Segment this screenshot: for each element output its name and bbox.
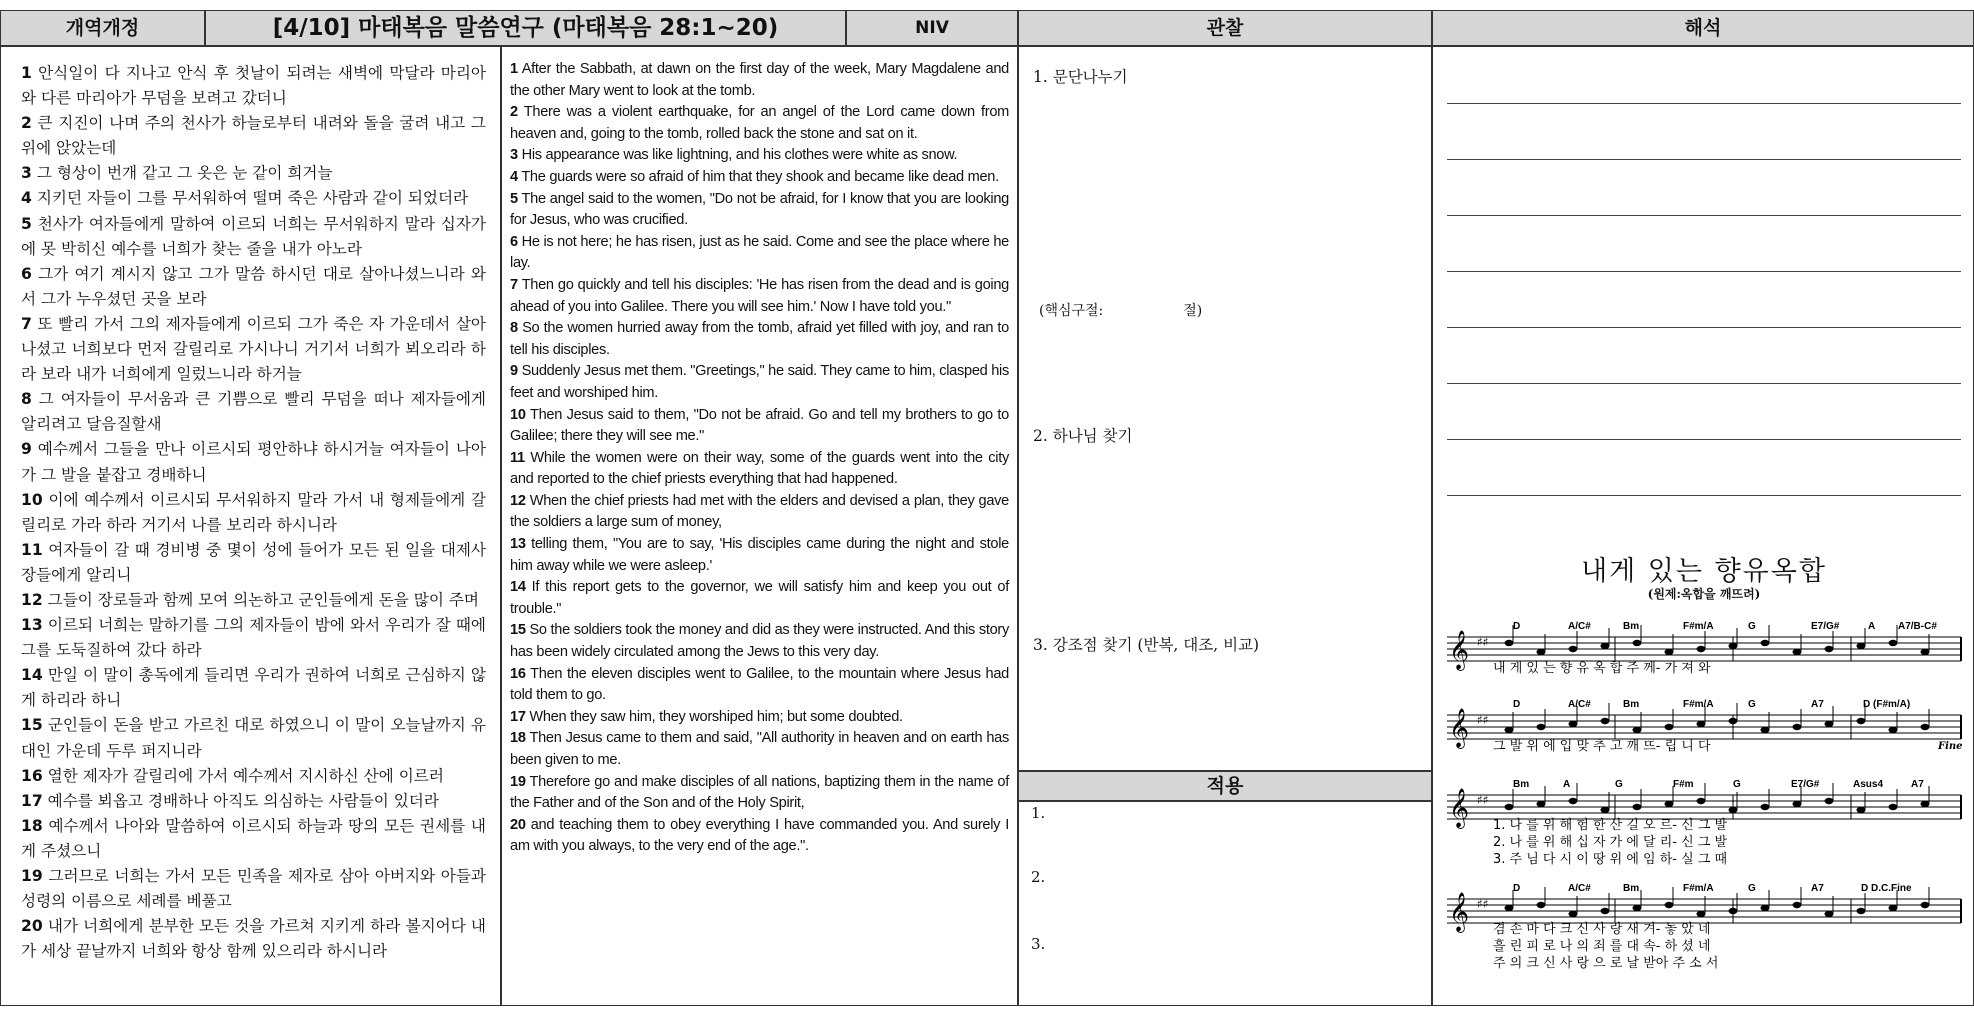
chord-symbol: F#m/A	[1683, 699, 1714, 710]
verse-number: 16	[510, 665, 526, 682]
verse-text: 예수를 뵈옵고 경배하나 아직도 의심하는 사람들이 있더라	[42, 791, 439, 810]
verse-text: 그 여자들이 무서움과 큰 기쁨으로 빨리 무덤을 떠나 제자들에게 알리려고 달음질할새	[21, 390, 486, 434]
key-signature-icon: ♯♯	[1477, 713, 1489, 727]
verse-number: 13	[21, 616, 43, 635]
verse-text: Therefore go and make disciples of all nations, baptizing them in the name of the Father and of the Son and of the Holy Spirit,	[510, 773, 1009, 812]
verse-number: 18	[21, 816, 43, 835]
note-head	[1633, 905, 1642, 911]
note-head	[1761, 804, 1770, 810]
verse-text: Suddenly Jesus met them. "Greetings," he said. They came to him, clasped his feet and worshiped him.	[510, 363, 1009, 401]
note-head	[1505, 804, 1514, 810]
verse-number: 9	[21, 440, 32, 459]
note-head	[1793, 724, 1802, 730]
verse-text: 이에 예수께서 이르시되 무서워하지 말라 가서 내 형제들에게 갈릴리로 가라 하라 거기서 나를 보리라 하시니라	[21, 490, 486, 534]
application-item-2: 2.	[1031, 868, 1046, 886]
note-head	[1921, 649, 1930, 655]
note-head	[1889, 905, 1898, 911]
korean-verse-4	[21, 186, 486, 211]
find-god-label: 2. 하나님 찾기	[1033, 427, 1133, 445]
verse-text: He is not here; he has risen, just as he said. Come and see the place where he lay.	[510, 233, 1009, 272]
korean-verse-14	[21, 663, 486, 713]
verse-number: 12	[21, 590, 43, 609]
chord-symbol: A7	[1811, 699, 1824, 710]
note-head	[1921, 801, 1930, 807]
verse-number: 3	[510, 147, 518, 164]
verse-number: 10	[21, 490, 43, 509]
verse-text: There was a violent earthquake, for an angel of the Lord came down from heaven and, going to the tomb, rolled back the stone and sat on it.	[510, 104, 1009, 142]
note-head	[1633, 804, 1642, 810]
note-head	[1665, 902, 1674, 908]
note-head	[1665, 801, 1674, 807]
niv-verse-4	[510, 167, 1009, 189]
niv-verse-17	[510, 707, 1009, 729]
korean-verse-16	[21, 764, 486, 789]
key-verse-prefix: (핵심구절:	[1039, 303, 1104, 319]
note-head	[1697, 646, 1706, 652]
note-head	[1857, 643, 1866, 649]
key-signature-icon: ♯♯	[1477, 635, 1489, 649]
niv-verse-7	[510, 275, 1009, 318]
niv-verse-10	[510, 405, 1009, 448]
korean-verse-5	[21, 212, 486, 262]
verse-number: 5	[21, 214, 32, 233]
niv-verse-18	[510, 728, 1009, 771]
key-verse-label	[1039, 300, 1202, 320]
verse-text: 천사가 여자들에게 말하여 이르되 너희는 무서워하지 말라 십자가에 못 박히신 예수를 너희가 찾는 줄을 내가 아노라	[21, 214, 486, 258]
verse-number: 15	[510, 622, 526, 639]
application-header: 적용	[1018, 771, 1432, 801]
application-section	[1018, 801, 1432, 1006]
korean-verse-18	[21, 814, 486, 864]
note-head	[1569, 721, 1578, 727]
verse-text: and teaching them to obey everything I have commanded you. And surely I am with you always, to the very end of the age.".	[510, 816, 1009, 855]
chord-symbol: E7/G#	[1791, 779, 1820, 790]
chord-symbol: A7	[1911, 779, 1924, 790]
note-head	[1921, 902, 1930, 908]
verse-text: So the soldiers took the money and did as they were instructed. And this story has been widely circulated among the Jews to this very day.	[510, 622, 1009, 661]
niv-verse-14	[510, 577, 1009, 620]
note-head	[1921, 724, 1930, 730]
note-head	[1729, 807, 1738, 813]
korean-verse-17	[21, 789, 486, 814]
korean-text-column	[0, 46, 501, 1006]
note-head	[1537, 724, 1546, 730]
verse-text: Then go quickly and tell his disciples: 'He has risen from the dead and is going ahead of you into Galilee. There you will see him.' Now I have told you."	[510, 276, 1009, 315]
chord-symbol: F#m/A	[1683, 883, 1714, 894]
verse-number: 6	[510, 233, 518, 250]
verse-text: 만일 이 말이 총독에게 들리면 우리가 권하여 너희로 근심하지 않게 하리라 하니	[21, 666, 486, 710]
verse-number: 4	[510, 168, 518, 185]
note-head	[1601, 643, 1610, 649]
niv-verse-5	[510, 189, 1009, 232]
verse-text: So the women hurried away from the tomb, afraid yet filled with joy, and ran to tell his disciples.	[510, 320, 1009, 358]
chord-symbol: G	[1615, 779, 1623, 790]
note-head	[1569, 911, 1578, 917]
note-head	[1857, 807, 1866, 813]
verse-number: 6	[21, 264, 32, 283]
verse-text: 열한 제자가 갈릴리에 가서 예수께서 지시하신 산에 이르러	[42, 766, 444, 785]
note-head	[1633, 640, 1642, 646]
note-head	[1857, 718, 1866, 724]
note-head	[1889, 727, 1898, 733]
verse-text: 군인들이 돈을 받고 가르친 대로 하였으니 이 말이 오늘날까지 유대인 가운데 두루 퍼지니라	[21, 716, 486, 760]
verse-text: 안식일이 다 지나고 안식 후 첫날이 되려는 새벽에 막달라 마리아와 다른 마리아가 무덤을 보려고 갔더니	[21, 64, 486, 108]
verse-number: 17	[510, 708, 526, 725]
key-signature-icon: ♯♯	[1477, 793, 1489, 807]
verse-number: 14	[510, 579, 526, 596]
key-verse-suffix: 절)	[1183, 303, 1203, 319]
verse-text: 또 빨리 가서 그의 제자들에게 이르되 그가 죽은 자 가운데서 살아나셨고 너희보다 먼저 갈릴리로 가시나니 거기서 너희가 뵈오리라 하라 보라 내가 너희에게 일렀느니라 하거늘	[21, 314, 486, 384]
chord-symbol: D (F#m/A)	[1863, 699, 1911, 710]
paragraph-division-label: 1. 문단나누기	[1033, 68, 1128, 86]
verse-number: 7	[21, 314, 32, 333]
verse-number: 17	[21, 791, 43, 810]
chord-symbol: Bm	[1623, 883, 1640, 894]
note-head	[1825, 798, 1834, 804]
note-head	[1665, 724, 1674, 730]
note-head	[1825, 911, 1834, 917]
verse-number: 4	[21, 189, 32, 208]
note-head	[1857, 908, 1866, 914]
lyric-line: 1. 나 를 위 해 험 한 산 길 오 르- 신 그 발	[1493, 818, 1728, 833]
korean-verse-8	[21, 387, 486, 437]
chord-symbol: D	[1513, 883, 1521, 894]
verse-text: After the Sabbath, at dawn on the first day of the week, Mary Magdalene and the other Mary went to look at the tomb.	[510, 61, 1009, 99]
note-head	[1505, 640, 1514, 646]
verse-text: 그가 여기 계시지 않고 그가 말씀 하시던 대로 살아나셨느니라 와서 그가 누우셨던 곳을 보라	[21, 264, 486, 308]
verse-number: 3	[21, 164, 32, 183]
note-head	[1889, 804, 1898, 810]
note-head	[1793, 801, 1802, 807]
lyric-line: 2. 나 를 위 해 십 자 가 에 달 리- 신 그 발	[1493, 835, 1728, 850]
niv-header: NIV	[846, 10, 1018, 46]
korean-verse-19	[21, 864, 486, 914]
niv-verse-20	[510, 815, 1009, 858]
verse-text: Then Jesus said to them, "Do not be afraid. Go and tell my brothers to go to Galilee; there they will see me."	[510, 406, 1009, 445]
application-item-3: 3.	[1031, 935, 1046, 953]
korean-verse-11	[21, 538, 486, 588]
verse-text: While the women were on their way, some of the guards went into the city and reported to the chief priests everything that had happened.	[510, 449, 1009, 488]
korean-verse-1	[21, 61, 486, 111]
chord-symbol: Bm	[1513, 779, 1530, 790]
treble-clef-icon: 𝄞	[1449, 630, 1470, 670]
niv-verse-12	[510, 491, 1009, 534]
verse-number: 5	[510, 190, 518, 207]
note-head	[1601, 908, 1610, 914]
note-head	[1697, 911, 1706, 917]
niv-verse-1	[510, 59, 1009, 102]
korean-verse-9	[21, 437, 486, 487]
korean-verse-15	[21, 713, 486, 763]
chord-symbol: A7	[1811, 883, 1824, 894]
verse-text: 예수께서 그들을 만나 이르시되 평안하냐 하시거늘 여자들이 나아가 그 발을 붙잡고 경배하니	[21, 440, 486, 484]
verse-text: 여자들이 갈 때 경비병 중 몇이 성에 들어가 모든 된 일을 대제사장들에게 알리니	[21, 540, 486, 584]
application-item-1: 1.	[1031, 804, 1046, 822]
note-head	[1537, 801, 1546, 807]
verse-number: 8	[21, 390, 32, 409]
chord-symbol: A	[1868, 621, 1876, 632]
verse-number: 19	[21, 867, 43, 885]
chord-symbol: F#m	[1673, 779, 1694, 790]
chord-symbol: E7/G#	[1811, 621, 1840, 632]
verse-text: If this report gets to the governor, we will satisfy him and keep you out of trouble."	[510, 579, 1009, 617]
verse-number: 1	[21, 64, 32, 82]
note-head	[1601, 718, 1610, 724]
niv-verse-13	[510, 534, 1009, 577]
verse-number: 10	[510, 406, 526, 423]
chord-symbol: G	[1748, 883, 1756, 894]
note-head	[1665, 649, 1674, 655]
chord-symbol: D	[1513, 699, 1521, 710]
find-emphasis-label: 3. 강조점 찾기 (반복, 대조, 비교)	[1033, 636, 1260, 654]
niv-verse-3	[510, 145, 1009, 167]
verse-number: 15	[21, 716, 43, 735]
note-head	[1729, 908, 1738, 914]
chord-symbol: A7/B-C#	[1898, 621, 1937, 632]
note-head	[1761, 727, 1770, 733]
interpretation-section	[1432, 46, 1974, 1006]
observation-header: 관찰	[1018, 10, 1432, 46]
verse-number: 9	[510, 363, 518, 380]
chord-symbol: G	[1733, 779, 1741, 790]
verse-number: 2	[21, 114, 32, 133]
chord-symbol: D D.C.Fine	[1861, 883, 1912, 894]
hymn-subtitle: (원제:옥합을 깨뜨려)	[1647, 587, 1761, 601]
note-head	[1793, 902, 1802, 908]
verse-text: The angel said to the women, "Do not be afraid, for I know that you are looking for Jesus, who was crucified.	[510, 190, 1009, 229]
verse-number: 1	[510, 61, 518, 77]
page-title: [4/10] 마태복음 말씀연구 (마태복음 28:1~20)	[205, 10, 846, 46]
korean-verse-12	[21, 588, 486, 613]
lyric-line: 3. 주 님 다 시 이 땅 위 에 임 하- 실 그 때	[1493, 852, 1728, 867]
niv-text-column	[501, 46, 1018, 1006]
verse-text: 지키던 자들이 그를 무서워하여 떨며 죽은 사람과 같이 되었더라	[31, 189, 469, 208]
hymn-title: 내게 있는 향유옥합	[1581, 556, 1827, 587]
version-header: 개역개정	[0, 10, 205, 46]
chord-symbol: G	[1748, 699, 1756, 710]
verse-number: 20	[510, 816, 526, 833]
verse-text: When they saw him, they worshiped him; but some doubted.	[525, 708, 903, 725]
chord-symbol: Bm	[1623, 621, 1640, 632]
note-head	[1825, 721, 1834, 727]
verse-text: 그러므로 너희는 가서 모든 민족을 제자로 삼아 아버지와 아들과 성령의 이름으로 세례를 베풀고	[21, 867, 486, 911]
treble-clef-icon: 𝄞	[1449, 708, 1470, 748]
note-head	[1793, 649, 1802, 655]
lyric-line: 흘 린 피 로 나 의 죄 를 대 속- 하 셨 네	[1493, 939, 1711, 954]
note-head	[1569, 646, 1578, 652]
verse-number: 2	[510, 104, 518, 121]
chord-symbol: A/C#	[1568, 699, 1591, 710]
note-head	[1601, 807, 1610, 813]
note-head	[1729, 718, 1738, 724]
korean-verse-3	[21, 161, 486, 186]
note-head	[1537, 649, 1546, 655]
lyric-line: 그 발 위 에 입 맞 추 고 깨 뜨- 립 니 다	[1493, 739, 1711, 754]
verse-number: 19	[510, 773, 526, 790]
note-head	[1761, 640, 1770, 646]
treble-clef-icon: 𝄞	[1449, 892, 1470, 932]
verse-text: 그 형상이 번개 같고 그 옷은 눈 같이 희거늘	[31, 164, 333, 183]
note-head	[1697, 798, 1706, 804]
note-head	[1569, 798, 1578, 804]
verse-text: His appearance was like lightning, and his clothes were white as snow.	[517, 147, 958, 164]
verse-number: 11	[21, 540, 43, 559]
korean-verse-20	[21, 914, 486, 964]
verse-text: The guards were so afraid of him that they shook and became like dead men.	[517, 168, 999, 185]
korean-verse-6	[21, 262, 486, 312]
verse-number: 7	[510, 276, 518, 293]
chord-symbol: A	[1563, 779, 1571, 790]
verse-text: Then Jesus came to them and said, "All authority in heaven and on earth has been given to me.	[510, 730, 1009, 768]
verse-number: 8	[510, 320, 518, 337]
note-head	[1505, 905, 1514, 911]
observation-section	[1018, 46, 1432, 771]
key-signature-icon: ♯♯	[1477, 897, 1489, 911]
fine-label: Fine	[1938, 741, 1963, 752]
note-head	[1633, 727, 1642, 733]
chord-symbol: A/C#	[1568, 883, 1591, 894]
verse-number: 13	[510, 536, 526, 553]
verse-text: 이르되 너희는 말하기를 그의 제자들이 밤에 와서 우리가 잘 때에 그를 도둑질하여 갔다 하라	[21, 616, 486, 660]
lyric-line: 주 의 크 신 사 랑 으 로 날 받아 주 소 서	[1493, 956, 1719, 971]
interpretation-header: 해석	[1432, 10, 1974, 46]
verse-text: 예수께서 나아와 말씀하여 이르시되 하늘과 땅의 모든 권세를 내게 주셨으니	[21, 816, 486, 860]
lyric-line: 내 게 있 는 향 유 옥 합 주 께- 가 져 와	[1493, 661, 1711, 676]
verse-text: When the chief priests had met with the elders and devised a plan, they gave the soldiers a large sum of money,	[510, 492, 1009, 531]
note-head	[1825, 646, 1834, 652]
niv-verse-2	[510, 102, 1009, 145]
note-head	[1537, 902, 1546, 908]
niv-verse-9	[510, 361, 1009, 404]
chord-symbol: Asus4	[1853, 779, 1884, 790]
korean-verse-10	[21, 488, 486, 538]
niv-verse-6	[510, 232, 1009, 275]
note-head	[1729, 643, 1738, 649]
verse-text: 그들이 장로들과 함께 모여 의논하고 군인들에게 돈을 많이 주며	[42, 590, 479, 609]
verse-number: 16	[21, 766, 43, 785]
korean-verse-7	[21, 312, 486, 387]
niv-verse-16	[510, 664, 1009, 707]
korean-verse-13	[21, 613, 486, 663]
niv-verse-15	[510, 620, 1009, 663]
note-head	[1889, 640, 1898, 646]
verse-number: 12	[510, 492, 526, 509]
verse-number: 18	[510, 730, 526, 747]
verse-number: 14	[21, 666, 43, 685]
chord-symbol: A/C#	[1568, 621, 1591, 632]
niv-verse-8	[510, 318, 1009, 361]
chord-symbol: Bm	[1623, 699, 1640, 710]
chord-symbol: G	[1748, 621, 1756, 632]
note-head	[1697, 721, 1706, 727]
niv-verse-11	[510, 448, 1009, 491]
chord-symbol: D	[1513, 621, 1521, 632]
verse-number: 20	[21, 917, 43, 936]
niv-verse-19	[510, 772, 1009, 815]
verse-text: Then the eleven disciples went to Galilee, to the mountain where Jesus had told them to go.	[510, 665, 1009, 704]
treble-clef-icon: 𝄞	[1449, 788, 1470, 828]
verse-text: 큰 지진이 나며 주의 천사가 하늘로부터 내려와 돌을 굴려 내고 그 위에 앉았는데	[21, 114, 486, 158]
note-head	[1505, 727, 1514, 733]
lyric-line: 겸 손 마 다 크 신 사 랑 새 겨- 놓 았 네	[1493, 922, 1711, 937]
korean-verse-2	[21, 111, 486, 161]
verse-text: telling them, "You are to say, 'His disciples came during the night and stole him away while we were asleep.'	[510, 536, 1009, 574]
verse-text: 내가 너희에게 분부한 모든 것을 가르쳐 지키게 하라 볼지어다 내가 세상 끝날까지 너희와 항상 함께 있으리라 하시니라	[21, 917, 486, 961]
chord-symbol: F#m/A	[1683, 621, 1714, 632]
verse-number: 11	[510, 449, 525, 466]
hymn-score	[1433, 47, 1974, 1007]
note-head	[1761, 905, 1770, 911]
